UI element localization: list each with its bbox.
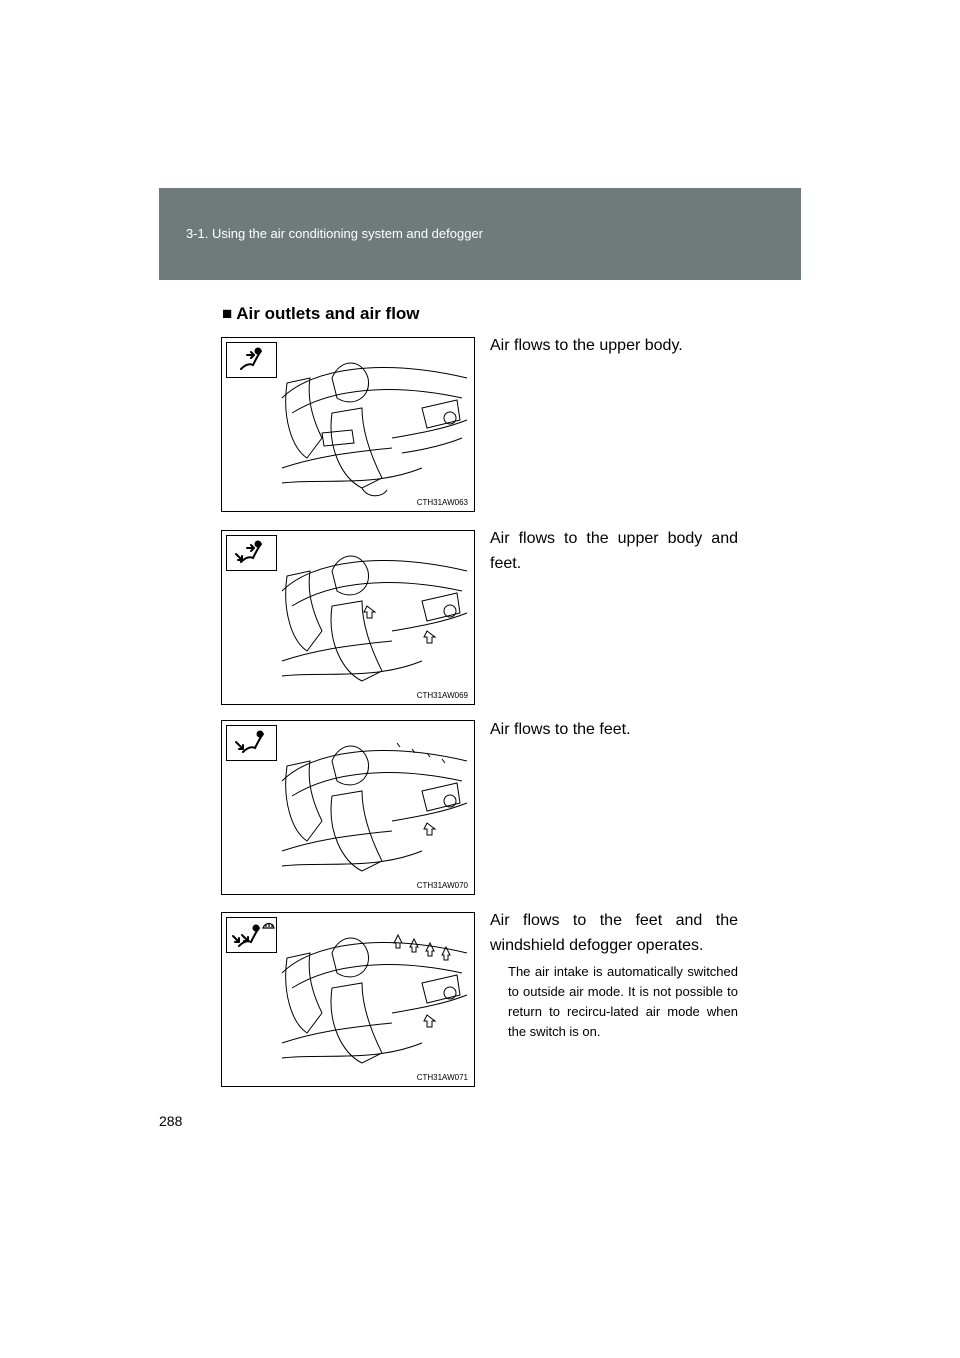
figure-code: CTH31AW063 [416,498,468,507]
bi-level-airflow-icon [227,536,276,570]
figure-code: CTH31AW069 [416,691,468,700]
mode-description: Air flows to the upper body. [490,337,683,354]
figure-code: CTH31AW070 [416,881,468,890]
section-heading-text: Air outlets and air flow [236,304,420,323]
mode-description: Air flows to the feet and the windshield defogger operates. [490,912,738,954]
mode-button-frame [226,725,277,761]
mode-button-frame [226,917,277,953]
section-marker: ■ [222,304,233,323]
section-heading [222,304,420,324]
mode-description: Air flows to the feet. [490,721,631,738]
feet-airflow-icon [227,726,276,760]
figure-code: CTH31AW071 [416,1073,468,1082]
mode-button-frame [226,342,277,378]
mode-description: Air flows to the upper body and feet. [490,530,738,572]
mode-button-frame [226,535,277,571]
figure-feet-defog-mode [221,912,475,1087]
chapter-title: 3-1. Using the air conditioning system and defogger [186,226,484,241]
page-number: 288 [159,1113,183,1129]
chapter-header [159,188,801,280]
figure-face-mode [221,337,475,512]
note-text: The air intake is automatically switched to outside air mode. It is not possible to return to recircu-lated air mode when the switch is on. [508,964,738,1039]
figure-feet-mode [221,720,475,895]
feet-defog-airflow-icon [227,918,276,952]
face-airflow-icon [227,343,276,377]
figure-bilevel-mode [221,530,475,705]
